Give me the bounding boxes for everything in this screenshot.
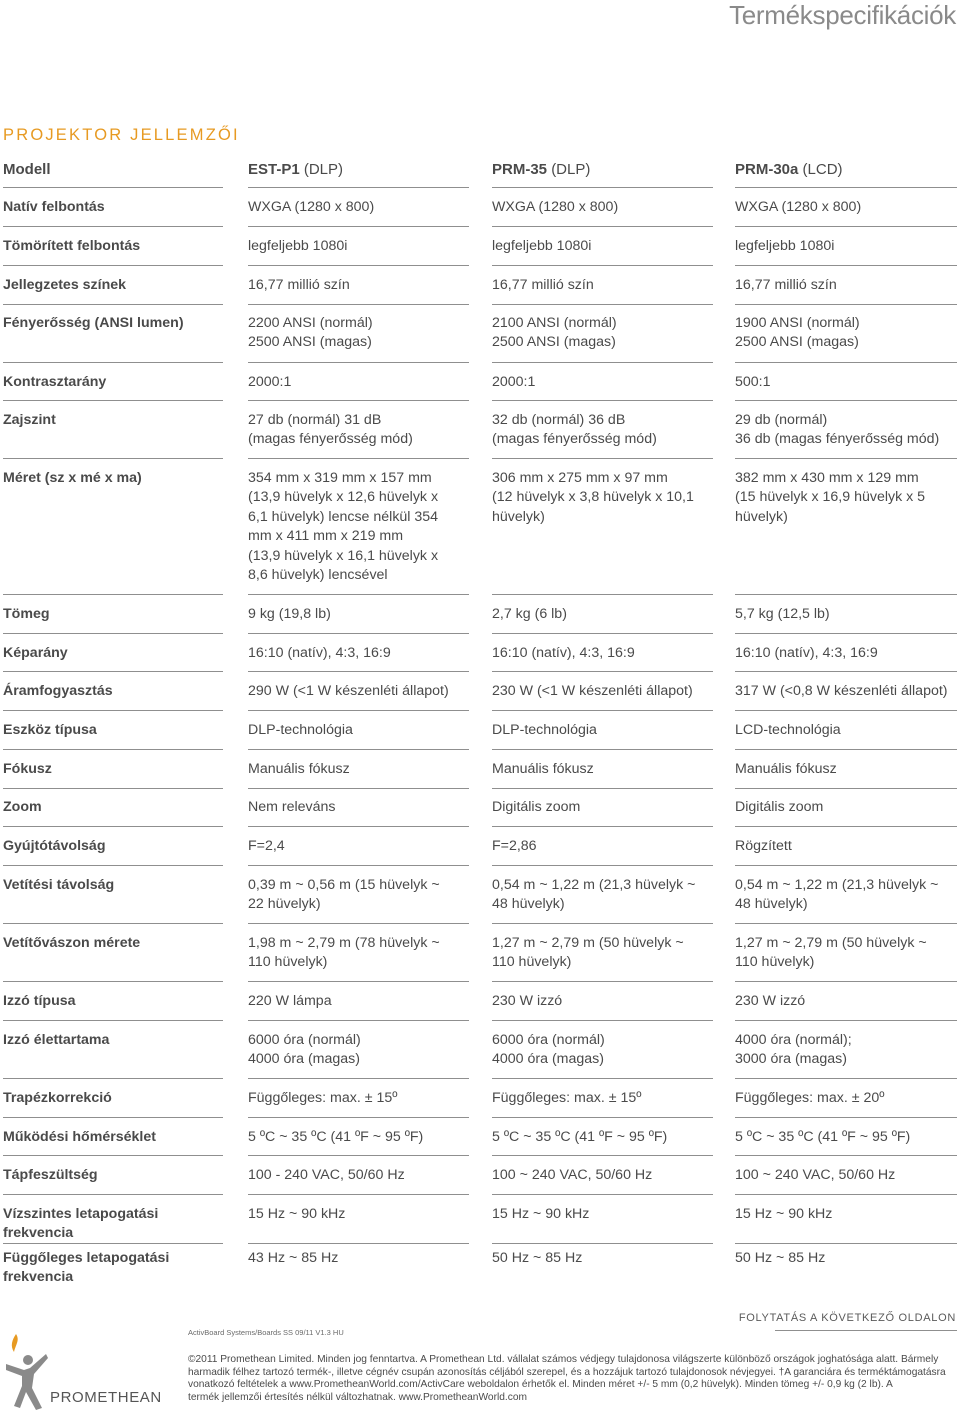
spec-value-model-1: 5 ºC ~ 35 ºC (41 ºF ~ 95 ºF) [248, 1129, 424, 1145]
spec-value-model-2: 6000 óra (normál) 4000 óra (magas) [492, 1032, 605, 1068]
row-rule [492, 1020, 713, 1021]
spec-value-model-2: 306 mm x 275 mm x 97 mm (12 hüvelyk x 3,8 hüvelyk x 10,1 hüvelyk) [492, 470, 694, 525]
spec-value-model-3: Rögzített [735, 838, 792, 854]
spec-value-model-3: Digitális zoom [735, 799, 824, 815]
spec-label: Áramfogyasztás [3, 683, 113, 699]
row-rule [735, 633, 957, 634]
spec-label: Natív felbontás [3, 199, 105, 215]
model-2-name: PRM-35 [492, 161, 548, 178]
row-rule [735, 362, 957, 363]
spec-value-model-3: 1,27 m ~ 2,79 m (50 hüvelyk ~ 110 hüvelyk) [735, 935, 927, 971]
model-1-name: EST-P1 [248, 161, 300, 178]
spec-value-model-2: 1,27 m ~ 2,79 m (50 hüvelyk ~ 110 hüvelyk) [492, 935, 684, 971]
row-rule [492, 594, 713, 595]
spec-label: Tömörített felbontás [3, 238, 141, 254]
row-rule [3, 981, 223, 982]
spec-value-model-1: 220 W lámpa [248, 993, 332, 1009]
row-rule [3, 304, 223, 305]
spec-label: Trapézkorrekció [3, 1090, 112, 1106]
spec-value-model-2: 16:10 (natív), 4:3, 16:9 [492, 645, 635, 661]
spec-value-model-1: 6000 óra (normál) 4000 óra (magas) [248, 1032, 361, 1068]
row-rule [3, 749, 223, 750]
row-rule [3, 1243, 223, 1244]
row-rule [3, 187, 223, 188]
spec-value-model-1: 16,77 millió szín [248, 277, 350, 293]
row-rule [248, 923, 469, 924]
row-rule [735, 981, 957, 982]
spec-value-model-3: 50 Hz ~ 85 Hz [735, 1250, 826, 1266]
page-title: Termékspecifikációk [729, 0, 956, 30]
row-rule [3, 1155, 223, 1156]
row-rule [3, 710, 223, 711]
model-2 [492, 160, 707, 179]
row-rule [3, 458, 223, 459]
spec-value-model-1: legfeljebb 1080i [248, 238, 348, 254]
spec-value-model-3: 0,54 m ~ 1,22 m (21,3 hüvelyk ~ 48 hüvelyk) [735, 877, 939, 913]
row-rule [735, 458, 957, 459]
spec-value-model-2: Digitális zoom [492, 799, 581, 815]
row-rule [735, 671, 957, 672]
row-rule [492, 226, 713, 227]
row-rule [248, 187, 469, 188]
row-rule [735, 1155, 957, 1156]
spec-value-model-1: 2000:1 [248, 374, 292, 390]
spec-value-model-1: WXGA (1280 x 800) [248, 199, 375, 215]
spec-value-model-1: 2200 ANSI (normál) 2500 ANSI (magas) [248, 315, 373, 351]
row-rule [492, 458, 713, 459]
legal-line-2: harmadik félhez tartozó termék-, illetve cégnév csupán azonosítás céljából szerepel, és a hozzájuk tartozó tulajdonosok névjegyei. †A garanciára és terméktámogatásra [188, 1366, 946, 1378]
row-rule [735, 187, 957, 188]
row-rule [492, 865, 713, 866]
spec-value-model-2: Manuális fókusz [492, 761, 594, 777]
spec-label: Függőleges letapogatási frekvencia [3, 1250, 170, 1286]
spec-value-model-3: 16:10 (natív), 4:3, 16:9 [735, 645, 878, 661]
model-2-type: (DLP) [551, 161, 591, 178]
header-label: Modell [3, 161, 51, 178]
spec-value-model-2: 230 W (<1 W készenléti állapot) [492, 683, 693, 699]
spec-value-model-1: DLP-technológia [248, 722, 353, 738]
spec-label: Méret (sz x mé x ma) [3, 470, 142, 486]
row-rule [248, 981, 469, 982]
row-rule [3, 633, 223, 634]
row-rule [492, 362, 713, 363]
row-rule [3, 1078, 223, 1079]
row-rule [735, 710, 957, 711]
row-rule [3, 265, 223, 266]
spec-label: Gyújtótávolság [3, 838, 106, 854]
model-3-name: PRM-30a [735, 161, 799, 178]
row-rule [492, 826, 713, 827]
spec-value-model-3: legfeljebb 1080i [735, 238, 835, 254]
spec-value-model-3: 5,7 kg (12,5 lb) [735, 606, 830, 622]
spec-value-model-3: LCD-technológia [735, 722, 841, 738]
spec-label: Tömeg [3, 606, 50, 622]
spec-value-model-1: 0,39 m ~ 0,56 m (15 hüvelyk ~ 22 hüvelyk) [248, 877, 440, 913]
row-rule [3, 594, 223, 595]
row-rule [492, 710, 713, 711]
spec-value-model-2: 5 ºC ~ 35 ºC (41 ºF ~ 95 ºF) [492, 1129, 668, 1145]
row-rule [3, 826, 223, 827]
spec-label: Vízszintes letapogatási frekvencia [3, 1206, 159, 1242]
spec-value-model-3: Függőleges: max. ± 20º [735, 1090, 885, 1106]
legal-line-3: vonatkozó feltételek a www.PrometheanWorld.com/ActivCare weboldalon érhetők el. Minden méret +/- 5 mm (0,2 hüvelyk). Minden tömeg +/- 0,9 kg (2 lb). A [188, 1379, 893, 1391]
row-rule [492, 400, 713, 401]
row-rule [3, 362, 223, 363]
row-rule [248, 633, 469, 634]
spec-value-model-3: 5 ºC ~ 35 ºC (41 ºF ~ 95 ºF) [735, 1129, 911, 1145]
spec-value-model-2: 16,77 millió szín [492, 277, 594, 293]
row-rule [492, 1155, 713, 1156]
row-rule [492, 1078, 713, 1079]
legal-line-1: ©2011 Promethean Limited. Minden jog fenntartva. A Promethean Ltd. vállalat számos védjegy tulajdonosa világszerte különböző országok joghatósága alatt. Bármely [188, 1354, 939, 1365]
continue-rule [775, 1330, 957, 1331]
row-rule [492, 788, 713, 789]
row-rule [248, 865, 469, 866]
row-rule [735, 226, 957, 227]
row-rule [735, 923, 957, 924]
spec-value-model-2: legfeljebb 1080i [492, 238, 592, 254]
row-rule [248, 226, 469, 227]
spec-value-model-1: 15 Hz ~ 90 kHz [248, 1206, 346, 1222]
spec-value-model-2: 100 ~ 240 VAC, 50/60 Hz [492, 1167, 653, 1183]
section-title: PROJEKTOR JELLEMZŐI [3, 126, 240, 144]
spec-value-model-1: F=2,4 [248, 838, 285, 854]
row-rule [492, 1243, 713, 1244]
spec-value-model-1: 27 db (normál) 31 dB (magas fényerősség mód) [248, 412, 413, 448]
row-rule [492, 633, 713, 634]
spec-label: Fényerősség (ANSI lumen) [3, 315, 184, 331]
row-rule [492, 981, 713, 982]
row-rule [3, 671, 223, 672]
spec-label: Kontrasztarány [3, 374, 107, 390]
row-rule [492, 1194, 713, 1195]
row-rule [3, 865, 223, 866]
spec-value-model-1: 9 kg (19,8 lb) [248, 606, 331, 622]
row-rule [735, 865, 957, 866]
legal-notice [188, 1354, 958, 1404]
row-rule [3, 1020, 223, 1021]
spec-value-model-3: 1900 ANSI (normál) 2500 ANSI (magas) [735, 315, 860, 351]
row-rule [3, 400, 223, 401]
spec-value-model-3: 382 mm x 430 mm x 129 mm (15 hüvelyk x 16,9 hüvelyk x 5 hüvelyk) [735, 470, 926, 525]
row-rule [248, 304, 469, 305]
spec-value-model-2: Függőleges: max. ± 15º [492, 1090, 642, 1106]
row-rule [735, 788, 957, 789]
legal-line-4: termék jellemzői értesítés nélkül változhatnak. www.PrometheanWorld.com [188, 1391, 527, 1403]
row-rule [735, 826, 957, 827]
row-rule [492, 923, 713, 924]
spec-value-model-3: WXGA (1280 x 800) [735, 199, 862, 215]
row-rule [735, 304, 957, 305]
model-1-type: (DLP) [303, 161, 344, 178]
row-rule [248, 1117, 469, 1118]
spec-value-model-2: 32 db (normál) 36 dB (magas fényerősség mód) [492, 412, 657, 448]
row-rule [248, 265, 469, 266]
row-rule [248, 826, 469, 827]
spec-value-model-2: 0,54 m ~ 1,22 m (21,3 hüvelyk ~ 48 hüvelyk) [492, 877, 696, 913]
spec-label: Jellegzetes színek [3, 277, 127, 293]
spec-label: Képarány [3, 645, 68, 661]
spec-label: Zajszint [3, 412, 56, 428]
row-rule [735, 1243, 957, 1244]
spec-value-model-3: 500:1 [735, 374, 771, 390]
row-rule [3, 1194, 223, 1195]
row-rule [492, 749, 713, 750]
spec-value-model-1: Nem releváns [248, 799, 336, 815]
spec-value-model-1: 1,98 m ~ 2,79 m (78 hüvelyk ~ 110 hüvelyk) [248, 935, 440, 971]
row-rule [248, 1078, 469, 1079]
model-3-type: (LCD) [802, 161, 843, 178]
row-rule [492, 671, 713, 672]
spec-label: Zoom [3, 799, 42, 815]
promethean-logo [2, 1330, 162, 1410]
row-rule [248, 1243, 469, 1244]
spec-value-model-1: 354 mm x 319 mm x 157 mm (13,9 hüvelyk x 12,6 hüvelyk x 6,1 hüvelyk) lencse nélkül 354 mm x 411 mm x 219 mm (13,9 hüvelyk x 16,1 hüvelyk x 8,6 hüvelyk) lencsével [248, 470, 439, 584]
spec-value-model-1: 16:10 (natív), 4:3, 16:9 [248, 645, 391, 661]
row-rule [735, 1194, 957, 1195]
row-rule [248, 671, 469, 672]
row-rule [248, 788, 469, 789]
row-rule [3, 923, 223, 924]
spec-value-model-2: 2100 ANSI (normál) 2500 ANSI (magas) [492, 315, 617, 351]
row-rule [248, 362, 469, 363]
spec-value-model-3: 16,77 millió szín [735, 277, 837, 293]
row-rule [248, 400, 469, 401]
row-rule [248, 749, 469, 750]
spec-value-model-1: 290 W (<1 W készenléti állapot) [248, 683, 449, 699]
spec-value-model-3: 4000 óra (normál); 3000 óra (magas) [735, 1032, 852, 1068]
row-rule [735, 265, 957, 266]
row-rule [735, 1117, 957, 1118]
row-rule [248, 458, 469, 459]
row-rule [248, 1155, 469, 1156]
spec-value-model-3: 317 W (<0,8 W készenléti állapot) [735, 683, 948, 699]
spec-label: Tápfeszültség [3, 1167, 98, 1183]
spec-value-model-1: Manuális fókusz [248, 761, 350, 777]
row-rule [735, 1020, 957, 1021]
row-rule [3, 788, 223, 789]
row-rule [735, 400, 957, 401]
spec-value-model-2: DLP-technológia [492, 722, 597, 738]
row-rule [492, 265, 713, 266]
spec-value-model-2: 2,7 kg (6 lb) [492, 606, 567, 622]
spec-value-model-1: Függőleges: max. ± 15º [248, 1090, 398, 1106]
spec-value-model-2: 230 W izzó [492, 993, 563, 1009]
spec-value-model-2: WXGA (1280 x 800) [492, 199, 619, 215]
spec-value-model-2: 15 Hz ~ 90 kHz [492, 1206, 590, 1222]
spec-value-model-3: 15 Hz ~ 90 kHz [735, 1206, 833, 1222]
brand-name: PROMETHEAN [50, 1389, 162, 1406]
spec-label: Működési hőmérséklet [3, 1129, 156, 1145]
spec-value-model-2: 2000:1 [492, 374, 536, 390]
spec-value-model-1: 43 Hz ~ 85 Hz [248, 1250, 339, 1266]
spec-label: Izzó élettartama [3, 1032, 110, 1048]
spec-label: Fókusz [3, 761, 52, 777]
row-rule [735, 594, 957, 595]
spec-value-model-2: F=2,86 [492, 838, 537, 854]
row-rule [248, 594, 469, 595]
row-rule [735, 1078, 957, 1079]
spec-label: Vetítővászon mérete [3, 935, 141, 951]
row-rule [492, 304, 713, 305]
row-rule [3, 1117, 223, 1118]
spec-value-model-1: 100 - 240 VAC, 50/60 Hz [248, 1167, 405, 1183]
spec-value-model-2: 50 Hz ~ 85 Hz [492, 1250, 583, 1266]
spec-label: Eszköz típusa [3, 722, 97, 738]
row-rule [3, 226, 223, 227]
document-code: ActivBoard Systems/Boards SS 09/11 V1.3 HU [188, 1328, 344, 1337]
spec-value-model-3: 230 W izzó [735, 993, 806, 1009]
spec-value-model-3: 100 ~ 240 VAC, 50/60 Hz [735, 1167, 896, 1183]
continue-next-page: FOLYTATÁS A KÖVETKEZŐ OLDALON [738, 1312, 956, 1324]
model-3 [735, 160, 957, 179]
spec-label: Vetítési távolság [3, 877, 115, 893]
spec-value-model-3: 29 db (normál) 36 db (magas fényerősség mód) [735, 412, 940, 448]
row-rule [248, 1194, 469, 1195]
spec-value-model-3: Manuális fókusz [735, 761, 837, 777]
row-rule [492, 1117, 713, 1118]
row-rule [735, 749, 957, 750]
row-rule [248, 1020, 469, 1021]
model-1 [248, 160, 458, 179]
spec-label: Izzó típusa [3, 993, 76, 1009]
row-rule [492, 187, 713, 188]
row-rule [248, 710, 469, 711]
